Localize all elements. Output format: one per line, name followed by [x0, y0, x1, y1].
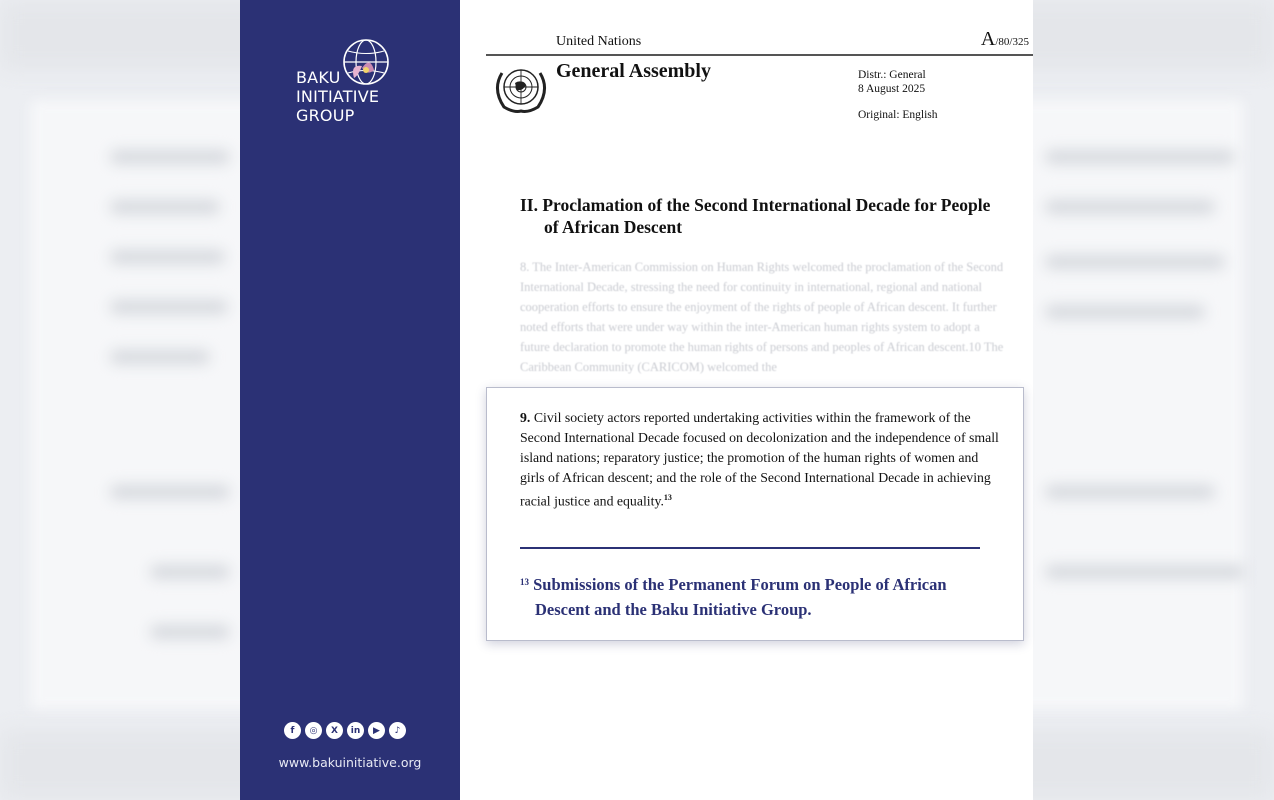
document-symbol	[981, 28, 1029, 51]
website-link[interactable]: www.bakuinitiative.org	[278, 755, 422, 770]
bg-line	[1045, 255, 1225, 269]
bg-line	[150, 565, 230, 579]
bg-line	[110, 250, 225, 264]
un-emblem-icon	[490, 61, 552, 115]
instagram-icon[interactable]: ◎	[305, 722, 322, 739]
bg-line	[110, 300, 228, 314]
footnote-rule	[520, 547, 980, 549]
logo-wordmark	[296, 68, 379, 125]
bg-line	[1045, 150, 1235, 164]
baku-initiative-logo	[296, 36, 456, 146]
document-date: 8 August 2025	[858, 82, 926, 95]
footnote-line-2: Descent and the Baku Initiative Group.	[535, 600, 812, 619]
logo-line-1: BAKU	[296, 68, 341, 87]
bg-line	[1045, 200, 1215, 214]
section-heading-line-1: II. Proclamation of the Second International Decade for People	[520, 195, 991, 215]
symbol-rest: /80/325	[995, 36, 1029, 48]
faded-paragraph: 8. The Inter-American Commission on Human Rights welcomed the proclamation of the Second International Decade, stressing the need for continuity in international, regional and national cooperation efforts to ensure the enjoyment of the rights of people of African descent. It further noted efforts that were under way within the inter-American human rights system to adopt a future declaration to promote the human rights of persons and peoples of African descent.10 The Caribbean Community (CARICOM) welcomed the	[520, 260, 1004, 374]
bg-line	[110, 150, 230, 164]
footnote-number: 13	[520, 577, 529, 587]
body-title: General Assembly	[556, 60, 711, 82]
org-name: United Nations	[556, 34, 642, 49]
highlight-box	[486, 387, 1024, 641]
bg-line	[1045, 485, 1215, 499]
bg-line	[110, 485, 230, 499]
paragraph-9	[520, 408, 1005, 512]
footnote-reference: 13	[663, 493, 672, 502]
symbol-main: A	[980, 28, 996, 50]
original-language: Original: English	[858, 109, 938, 121]
section-heading	[520, 194, 1020, 238]
paragraph-text: Civil society actors reported undertaking activities within the framework of the Second International Decade focused on decolonization and the independence of small island nations; reparatory justice; the promotion of the human rights of women and girls of African descent; and the role of the Second International Decade in achieving racial justice and equality.	[520, 410, 999, 509]
distribution-block	[858, 69, 938, 123]
header-rule	[486, 54, 1033, 56]
bg-line	[150, 625, 230, 639]
brand-sidebar	[240, 0, 460, 800]
paragraph-number: 9.	[520, 410, 531, 425]
tiktok-icon[interactable]: ♪	[389, 722, 406, 739]
social-links	[284, 722, 406, 739]
section-heading-line-2: of African Descent	[544, 217, 683, 237]
youtube-icon[interactable]: ▶	[368, 722, 385, 739]
bg-line	[110, 200, 220, 214]
footnote-line-1: Submissions of the Permanent Forum on People of African	[533, 575, 947, 594]
distribution: Distr.: General	[858, 69, 926, 81]
footnote	[520, 570, 1000, 622]
un-document	[460, 0, 1033, 800]
linkedin-icon[interactable]: in	[347, 722, 364, 739]
logo-line-3: GROUP	[296, 106, 355, 125]
bg-line	[1045, 305, 1205, 319]
bg-line	[1045, 565, 1245, 579]
logo-line-2: INITIATIVE	[296, 87, 380, 106]
facebook-icon[interactable]: f	[284, 722, 301, 739]
x-icon[interactable]: X	[326, 722, 343, 739]
bg-line	[110, 350, 210, 364]
